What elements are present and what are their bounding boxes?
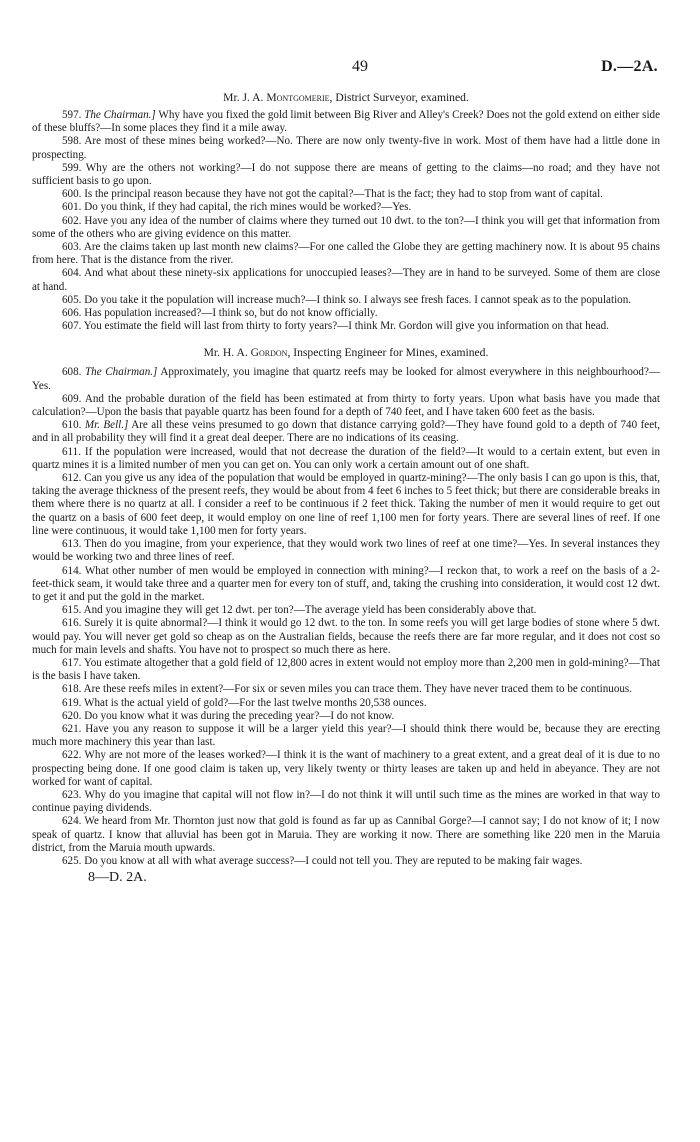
question-text: Why do you imagine that capital will not flow in?—I do not think it will until such time as the mines are worked in that way to continue paying dividends. <box>32 788 660 815</box>
question-entry <box>32 162 660 188</box>
question-entry <box>32 710 660 723</box>
question-entry <box>32 366 660 392</box>
signature-mark: 8—D. 2A. <box>88 870 147 886</box>
question-number: 620. <box>62 709 85 722</box>
question-text: Why are not more of the leases worked?—I think it is the want of machinery to a great extent, and a great deal of it is due to no prospecting being done. If one good claim is taken up, very likely twenty or thirty leases are taken up and held in abeyance. They are not worked for want of capital. <box>32 749 660 788</box>
question-entry <box>32 789 660 815</box>
question-number: 608. <box>62 366 86 379</box>
question-text: Approximately, you imagine that quartz reefs may be looked for almost everywhere in this neighbourhood?—Yes. <box>32 366 660 392</box>
question-entry <box>32 201 660 214</box>
question-text: Are the claims taken up last month new claims?—For one called the Globe they are getting machinery now. It is about 95 chains from here. That is the distance from the river. <box>32 241 660 267</box>
question-number: 624. <box>62 815 85 828</box>
question-entry <box>32 188 660 201</box>
question-number: 601. <box>62 201 85 214</box>
question-number: 621. <box>62 722 86 735</box>
question-entry <box>32 565 660 605</box>
question-entry <box>32 307 660 320</box>
question-text: Do you know what it was during the preceding year?—I do not know. <box>84 709 395 722</box>
question-number: 614. <box>62 564 85 577</box>
question-entry <box>32 697 660 710</box>
question-number: 615. <box>62 604 84 617</box>
question-entry <box>32 749 660 789</box>
heading-suffix: , District Surveyor, examined. <box>329 91 469 104</box>
speaker-label: The Chairman.] <box>84 109 156 121</box>
question-text: Surely it is quite abnormal?—I think it would go 12 dwt. to the ton. In some reefs you will get large bodies of stone where 5 dwt. would pay. You will never get gold so cheap as on the Australian fields, because the reefs there are far more regular, and it does not cost so much for main levels and shafts. You have not to prospect so much there as here. <box>32 617 661 656</box>
speaker-label: Mr. Bell.] <box>84 419 129 432</box>
question-entry <box>32 538 660 564</box>
question-text: You estimate altogether that a gold field of 12,800 acres in extent would not employ more than 2,200 men in gold-mining?—That is the basis I have taken. <box>32 656 660 683</box>
question-number: 617. <box>62 656 84 669</box>
question-entry <box>32 215 660 241</box>
question-text: Are most of these mines being worked?—No. There are now only twenty-five in work. Most of them have had a little done in prospecting. <box>32 135 660 161</box>
question-entry <box>32 472 660 538</box>
question-text: Is the principal reason because they have not got the capital?—That is the fact; they had to stop from want of capital. <box>84 188 603 201</box>
question-entry <box>32 815 660 855</box>
question-entry <box>32 109 660 135</box>
question-entry <box>32 241 660 267</box>
question-text: What other number of men would be employed in connection with mining?—I reckon that, to work a reef on the basis of a 2-feet-thick seam, it would take three and a quarter men for every ton of stuff, and, taking the crushing into consideration, it would cost 12 dwt. to get it and put the gold in the market. <box>32 564 660 603</box>
question-text: What is the actual yield of gold?—For the last twelve months 20,538 ounces. <box>84 696 427 709</box>
question-entry <box>32 393 660 419</box>
question-number: 612. <box>62 472 85 485</box>
question-number: 609. <box>62 392 85 405</box>
question-number: 604. <box>62 267 85 280</box>
section-heading-gordon <box>32 345 660 360</box>
question-number: 599. <box>62 161 86 174</box>
question-entry <box>32 657 660 683</box>
question-entry <box>32 294 660 307</box>
question-text: If the population were increased, would that not decrease the duration of the field?—It would to a certain extent, but even in quartz mines it is a limited number of men you can get on. You can only work a certain amount out of one shaft. <box>32 445 660 471</box>
page-header <box>32 0 660 80</box>
question-number: 603. <box>62 241 84 254</box>
heading-prefix: Mr. H. A. <box>203 346 251 360</box>
question-number: 625. <box>62 854 85 867</box>
question-entry <box>32 419 660 445</box>
question-text: Have you any idea of the number of claims where they turned out 10 dwt. to the ton?—I think you will get that information from some of the others who are giving evidence on this matter. <box>32 214 660 240</box>
question-number: 616. <box>62 617 85 630</box>
question-number: 623. <box>62 788 85 801</box>
question-number: 622. <box>62 749 85 762</box>
witness-name: Montgomerie <box>266 91 330 104</box>
question-text: Are these reefs miles in extent?—For six or seven miles you can trace them. They have never traced them to be continuous. <box>83 683 633 696</box>
question-number: 600. <box>62 188 85 201</box>
question-number: 597. <box>62 109 85 121</box>
question-number: 607. <box>62 320 84 333</box>
question-text: And the probable duration of the field has been estimated at from thirty to forty years. Upon what basis have you made that calculation?—Upon the basis that payable quartz has been found for a depth of 740 feet, and I have taken 600 feet as the basis. <box>32 392 660 419</box>
witness-name: Gordon <box>250 346 288 360</box>
question-entry <box>32 723 660 749</box>
speaker-label: The Chairman.] <box>85 366 158 379</box>
question-text: And what about these ninety-six applications for unoccupied leases?—They are in hand to be surveyed. Some of them are close at hand. <box>32 267 660 293</box>
question-number: 598. <box>62 135 85 148</box>
question-number: 613. <box>62 538 85 551</box>
question-text: And you imagine they will get 12 dwt. per ton?—The average yield has been considerably above that. <box>83 604 537 617</box>
question-text: Why have you fixed the gold limit between Big River and Alley's Creek? Does not the gold extend on either side of these bluffs?—In some places they find it a mile away. <box>32 109 660 135</box>
question-text: Has population increased?—I think so, but do not know officially. <box>84 307 378 320</box>
question-number: 606. <box>62 307 85 320</box>
question-text: Why are the others not working?—I do not suppose there are means of getting to the claims—no road; and they have not sufficient basis to go upon. <box>32 161 660 188</box>
question-text: Can you give us any idea of the population that would be employed in quartz-mining?—The only basis I can go upon is this, that, taking the average thickness of the present reefs, they would be about from 4 feet 6 inches to 5 feet thick; but there are considerable breaks in them where there is no quartz at all. I consider a reef to be continuous if 2 feet thick. Taking the number of men it would require to get out the quartz on a basis of 600 feet deep, it would employ on one line of reef 1,100 men for forty years. There are several lines of reef. If one line were continuous, it would take 1,100 men for forty years. <box>32 472 660 537</box>
question-text: Do you take it the population will increase much?—I think so. I always see fresh faces. I cannot speak as to the population. <box>84 293 632 306</box>
heading-suffix: , Inspecting Engineer for Mines, examined. <box>287 346 489 360</box>
testimony-gordon <box>32 366 660 868</box>
question-number: 618. <box>62 683 84 696</box>
question-number: 605. <box>62 293 85 306</box>
question-entry <box>32 617 660 657</box>
question-entry <box>32 267 660 293</box>
question-text: We heard from Mr. Thornton just now that gold is found as far up as Cannibal Gorge?—I cannot say; I do not know of it; I now speak of quartz. I know that alluvial has been got in Maruia. They are working it now. There are something like 220 men in the Maruia district, from the Maruia mouth upwards. <box>32 815 660 854</box>
testimony-montgomerie <box>32 109 660 333</box>
question-number: 602. <box>62 214 85 227</box>
question-text: You estimate the field will last from thirty to forty years?—I think Mr. Gordon will give you information on that head. <box>83 320 609 333</box>
heading-prefix: Mr. J. A. <box>223 91 267 104</box>
question-text: Then do you imagine, from your experience, that they would work two lines of reef at one time?—Yes. In several instances they would be working two and three lines of reef. <box>32 538 660 564</box>
question-number: 611. <box>62 445 85 458</box>
question-text: Are all these veins presumed to go down that distance carrying gold?—They have found gold to a depth of 740 feet, and in all probability they will find it a great deal deeper. There are no indications of its ceasing. <box>32 419 660 445</box>
question-entry <box>32 446 660 472</box>
page-number: 49 <box>352 58 368 75</box>
question-number: 619. <box>62 696 84 709</box>
question-text: Do you think, if they had capital, the rich mines would be worked?—Yes. <box>84 201 412 214</box>
question-entry <box>32 683 660 696</box>
question-entry <box>32 320 660 333</box>
document-reference: D.—2A. <box>601 58 658 75</box>
question-entry <box>32 135 660 161</box>
question-text: Do you know at all with what average success?—I could not tell you. They are reputed to be making fair wages. <box>84 854 583 867</box>
question-entry <box>32 604 660 617</box>
question-entry <box>32 855 660 868</box>
section-heading-montgomerie <box>32 90 660 105</box>
question-number: 610. <box>62 419 85 432</box>
question-text: Have you any reason to suppose it will be a larger yield this year?—I should think there would be, because they are erecting much more machinery this year than last. <box>32 722 661 749</box>
